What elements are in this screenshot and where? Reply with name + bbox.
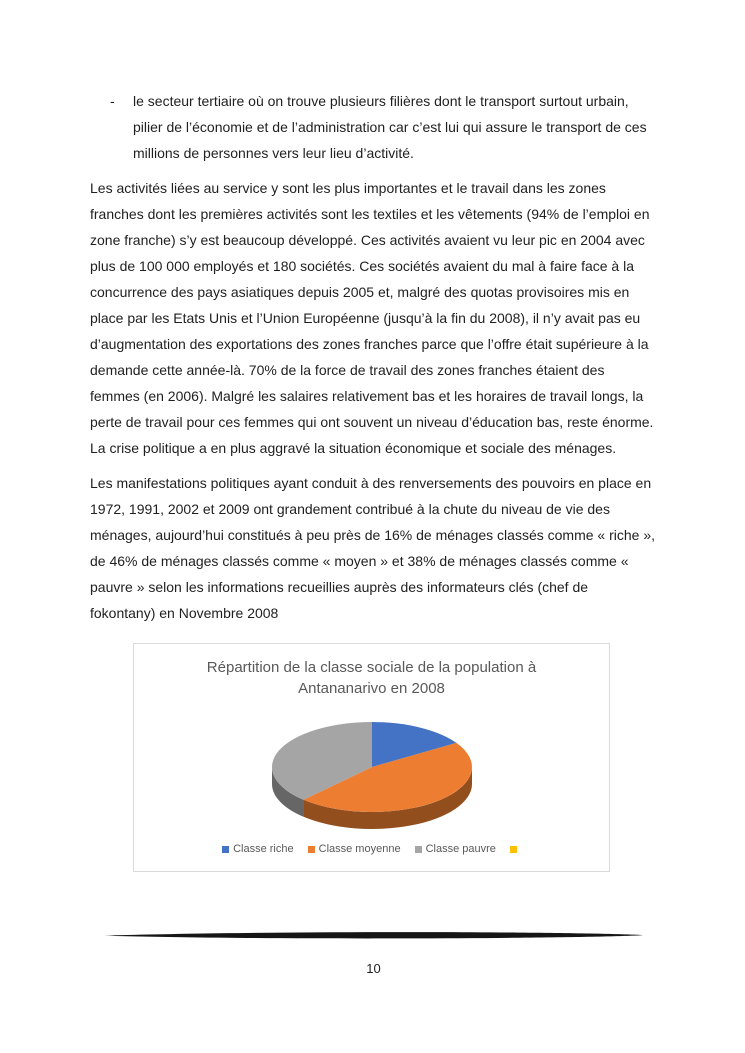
- chart-legend: [134, 843, 609, 855]
- legend-swatch-icon: [222, 846, 229, 853]
- legend-item: [222, 843, 294, 855]
- divider-wrap: [90, 922, 657, 948]
- chart-title-line1: Répartition de la classe sociale de la population à: [206, 659, 537, 676]
- paragraph-zones-franches: Les activités liées au service y sont les plus importantes et le travail dans les zones franches dont les premières activités sont les textiles et les vêtements (94% de l’emploi en zone franche) s’y est beaucoup développé. Ces activités avaient vu leur pic en 2004 avec plus de 100 000 employés et 180 sociétés. Ces sociétés avaient du mal à faire face à la concurrence des pays asiatiques depuis 2005 et, malgré des quotas provisoires mis en place par les Etats Unis et l’Union Européenne (jusqu’à la fin du 2008), il n’y avait pas eu d’augmentation des exportations des zones franches parce que l’offre était supérieure à la demande cette année-là. 70% de la force de travail des zones franches étaient des femmes (en 2006). Malgré les salaires relativement bas et les horaires de travail longs, la perte de travail pour ces femmes qui ont souvent un niveau d’éducation bas, reste énorme. La crise politique a en plus aggravé la situation économique et sociale des ménages.: [90, 180, 654, 456]
- pie-chart: [202, 707, 542, 839]
- legend-item: [510, 846, 521, 853]
- bullet-marker: -: [110, 93, 115, 109]
- legend-swatch-icon: [308, 846, 315, 853]
- paragraph-manifestations-politiques: Les manifestations politiques ayant conduit à des renversements des pouvoirs en place en 1972, 1991, 2002 et 2009 ont grandement contribué à la chute du niveau de vie des ménages, aujourd’hui constitués à peu près de 16% de ménages classés comme « riche », de 46% de ménages classés comme « moyen » et 38% de ménages classés comme « pauvre » selon les informations recueillies auprès des informateurs clés (chef de fokontany) en Novembre 2008: [90, 475, 655, 621]
- bullet-text: le secteur tertiaire où on trouve plusieurs filières dont le transport surtout urbain, pilier de l’économie et de l’administration car c’est lui qui assure le transport de ces millions de personnes vers leur lieu d’activité.: [133, 93, 647, 161]
- chart-title: [134, 657, 609, 699]
- chart-container: [133, 643, 610, 872]
- legend-item: [308, 843, 401, 855]
- ink-divider-line: [103, 931, 645, 940]
- legend-swatch-icon: [510, 846, 517, 853]
- legend-label: Classe riche: [233, 843, 294, 855]
- legend-label: Classe moyenne: [318, 843, 401, 855]
- legend-label: Classe pauvre: [425, 843, 496, 855]
- legend-swatch-icon: [415, 846, 422, 853]
- legend-item: [415, 843, 496, 855]
- chart-title-line2: Antananarivo en 2008: [298, 680, 445, 697]
- bullet-item: [90, 88, 657, 166]
- page-content: [90, 88, 657, 982]
- page-number: 10: [366, 961, 381, 976]
